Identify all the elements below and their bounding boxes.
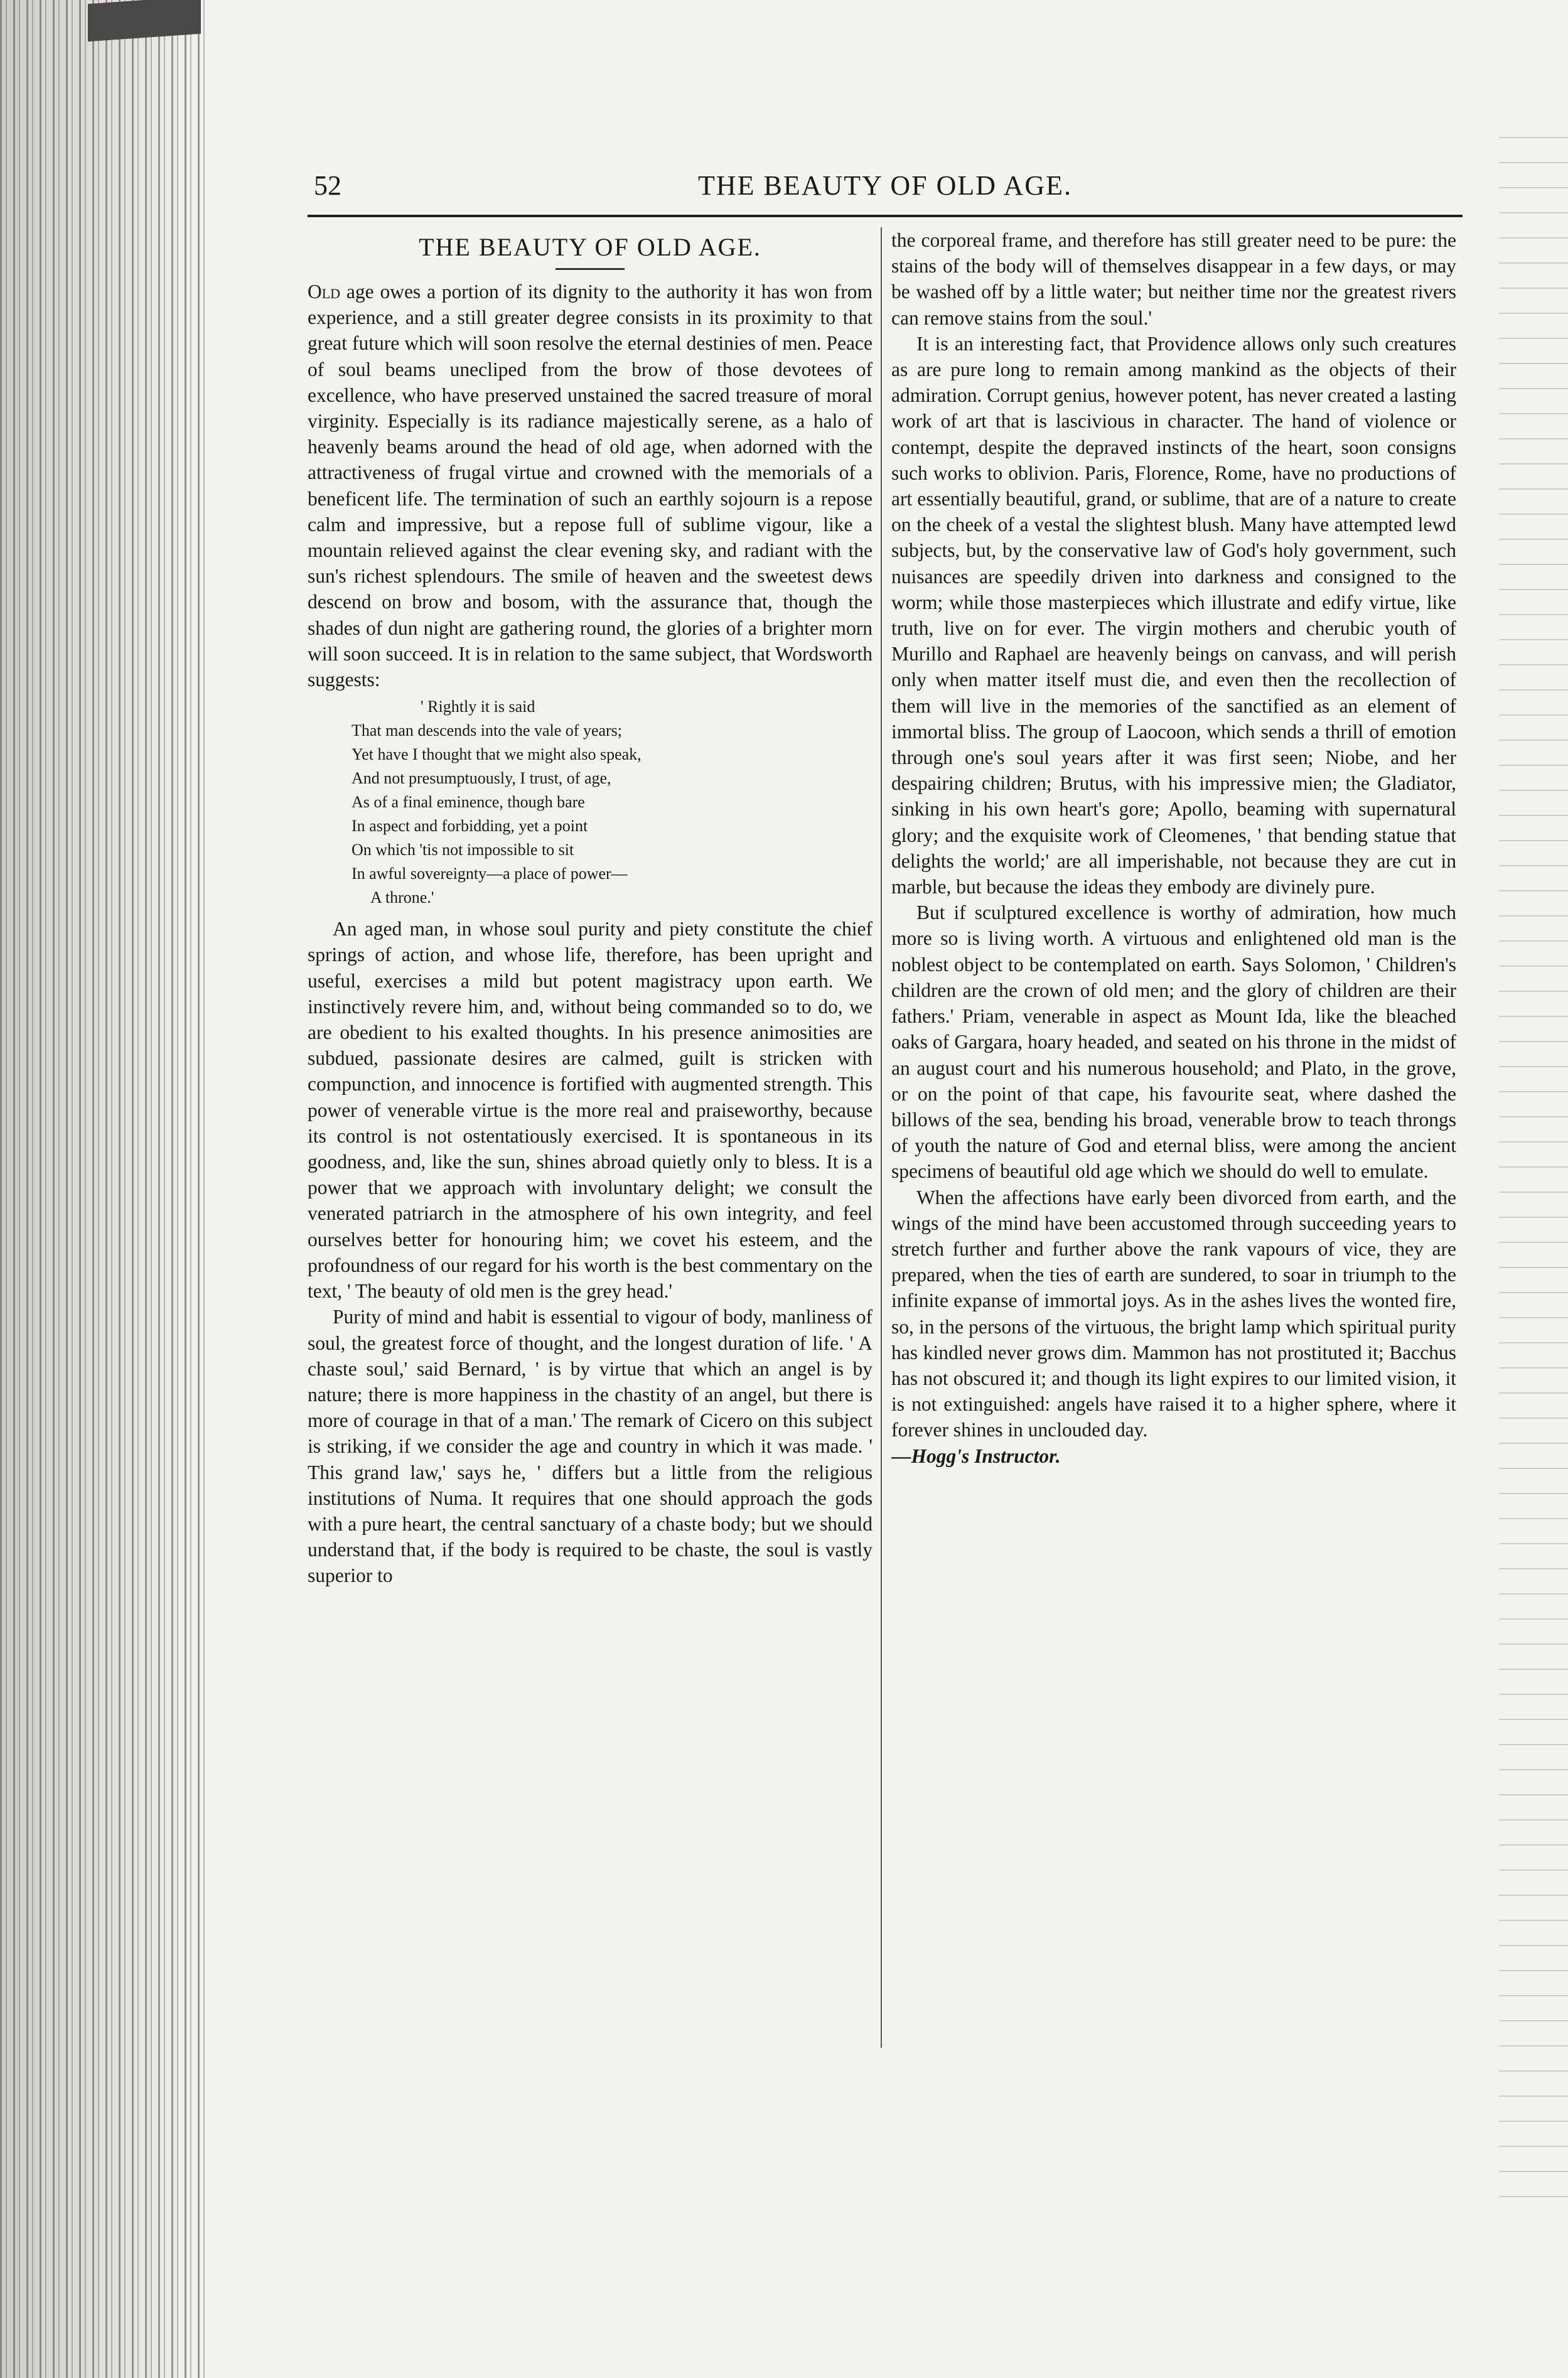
article-title: THE BEAUTY OF OLD AGE.: [419, 233, 761, 261]
poem-line: In aspect and forbidding, yet a point: [352, 817, 588, 836]
paragraph-4: It is an interesting fact, that Providence allows only such creatures as are pure long to remain among mankind as the objects of their admiration. Corrupt genius, however potent, has never created a lasting work of art that is lascivious in character. The hand of violence or contempt, despite the depraved instincts of the heart, soon consigns such works to oblivion. Paris, Florence, Rome, have no productions of art essentially beautiful, grand, or sublime, that are of a nature to create on the cheek of a vestal the slightest blush. Many have attempted lewd subjects, but, by the conservative law of God's holy government, such nuisances are speedily driven into darkness and consigned to the worm; while those masterpieces which illustrate and edify virtue, like truth, live on for ever. The virgin mothers and cherubic youth of Murillo and Raphael are heavenly beings on canvass, and will perish only when matter itself must die, and even then the recollection of them will live in the memories of the sanctified as an element of immortal bliss. The group of Laocoon, which sends a thrill of emotion through one's soul years after it was first seen; Niobe, and her despairing children; Brutus, with his impressive mien; the Gladiator, sinking in his own heart's gore; Apollo, beaming with supernatural glory; and the exquisite work of Cleomenes, ' that bending statue that delights the world;' are all imperishable, not because they are cut in marble, but because the ideas they embody are divinely pure.: [891, 332, 1456, 898]
paragraph-5: But if sculptured excellence is worthy of admiration, how much more so is living worth. A virtuous and enlightened old man is the noblest object to be contemplated on earth. Says Solomon, ' Children's children are the crown of old men; and the glory of children are their fathers.' Priam, venerable in aspect as Mount Ida, like the bleached oaks of Gargara, hoary headed, and seated on his throne in the midst of an august court and his numerous household; and Plato, in the grove, or on the point of that cape, his favourite seat, where dashed the billows of the sea, bending his broad, venerable brow to teach throngs of youth the nature of God and eternal bliss, were among the ancient specimens of beautiful old age which we should do well to emulate.: [891, 901, 1456, 1183]
attribution-line: [891, 1443, 1456, 1469]
title-rule: [556, 268, 625, 270]
column-right: [891, 227, 1456, 2067]
poem-line: That man descends into the vale of years;: [352, 721, 623, 740]
poem: [352, 695, 873, 910]
columns: [308, 227, 1463, 2067]
poem-line: As of a final eminence, though bare: [352, 793, 585, 812]
poem-line: ' Rightly it is said: [421, 697, 535, 716]
poem-line: In awful sovereignty—a place of power—: [352, 864, 628, 883]
page: [308, 164, 1463, 2079]
attribution: —Hogg's Instructor.: [891, 1445, 1061, 1467]
poem-line: On which 'tis not impossible to sit: [352, 841, 574, 859]
poem-line: A throne.': [370, 888, 434, 907]
scan-edge-right: [1499, 126, 1568, 2197]
running-title: THE BEAUTY OF OLD AGE.: [698, 170, 1072, 201]
paragraph-2: An aged man, in whose soul purity and piety constitute the chief springs of action, and whose life, therefore, has been upright and useful, exercises a mild but potent magistracy upon earth. We instinctively revere him, and, without being commanded so to do, we are obedient to his exalted thoughts. In his presence animosities are subdued, passionate desires are calmed, guilt is stricken with compunction, and innocence is fortified with augmented strength. This power of venerable virtue is the more real and praiseworthy, because its control is not ostentatiously exercised. It is spontaneous in its goodness, and, like the sun, shines abroad quietly only to bless. It is a power that we approach with involuntary delight; we consult the venerated patriarch in the atmosphere of his own integrity, and feel ourselves better for honouring him; we covet his esteem, and the profoundness of our regard for his worth is the best commentary on the text, ' The beauty of old men is the grey head.': [308, 918, 873, 1303]
scan-edge-left: [0, 0, 207, 2378]
paragraph-1-text: age owes a portion of its dignity to the authority it has won from experience, and a still greater degree consists in its proximity to that great future which will soon resolve the eternal destinies of men. Peace of soul beams unecliped from the brow of those devotees of excellence, who have preserved unstained the sacred treasure of moral virginity. Especially is its radiance majestically serene, as a halo of heavenly beams around the head of old age, when adorned with the attractiveness of frugal virtue and crowned with the memorials of a beneficent life. The termination of such an earthly sojourn is a repose calm and impressive, but a repose full of sublime vigour, like a mountain relieved against the clear evening sky, and radiant with the sun's richest splendours. The smile of heaven and the sweetest dews descend on brow and bosom, with the assurance that, though the shades of dun night are gathering round, the glories of a brighter morn will soon succeed. It is in relation to the same subject, that Wordsworth suggests:: [308, 281, 873, 691]
poem-line: Yet have I thought that we might also speak,: [352, 745, 642, 764]
column-rule: [881, 227, 882, 2048]
column-left: [308, 227, 873, 2067]
paragraph-1: [308, 279, 873, 692]
running-head: [308, 164, 1463, 217]
poem-line: And not presumptuously, I trust, of age,: [352, 769, 611, 788]
page-number: 52: [314, 170, 341, 201]
paragraph-3: Purity of mind and habit is essential to vigour of body, manliness of soul, the greatest force of thought, and the longest duration of life. ' A chaste soul,' said Bernard, ' is by virtue that which an angel is by nature; there is more happiness in the chastity of an angel, but there is more of courage in that of a man.' The remark of Cicero on this subject is striking, if we consider the age and country in which it was made. ' This grand law,' says he, ' differs but a little from the religious institutions of Numa. It requires that one should approach the gods with a pure heart, the central sanctuary of a chaste body; but we should understand that, if the body is required to be chaste, the soul is vastly superior to: [308, 1306, 873, 1587]
drop-word: Old: [308, 281, 341, 303]
paragraph-6: When the affections have early been divorced from earth, and the wings of the mind have been accustomed through succeeding years to stretch further and further above the rank vapours of vice, they are prepared, when the ties of earth are sundered, to soar in triumph to the infinite expanse of immortal joys. As in the ashes lives the wonted fire, so, in the persons of the virtuous, the bright lamp which spiritual purity has kindled never grows dim. Mammon has not prostituted it; Bacchus has not obscured it; and though its light expires to our limited vision, it is not extinguished: angels have raised it to a higher sphere, where it forever shines in unclouded day.: [891, 1186, 1456, 1441]
paragraph-3-continued: the corporeal frame, and therefore has still greater need to be pure: the stains of the body will of themselves disappear in a few days, or may be washed off by a little water; but neither time nor the greatest rivers can remove stains from the soul.': [891, 229, 1456, 329]
